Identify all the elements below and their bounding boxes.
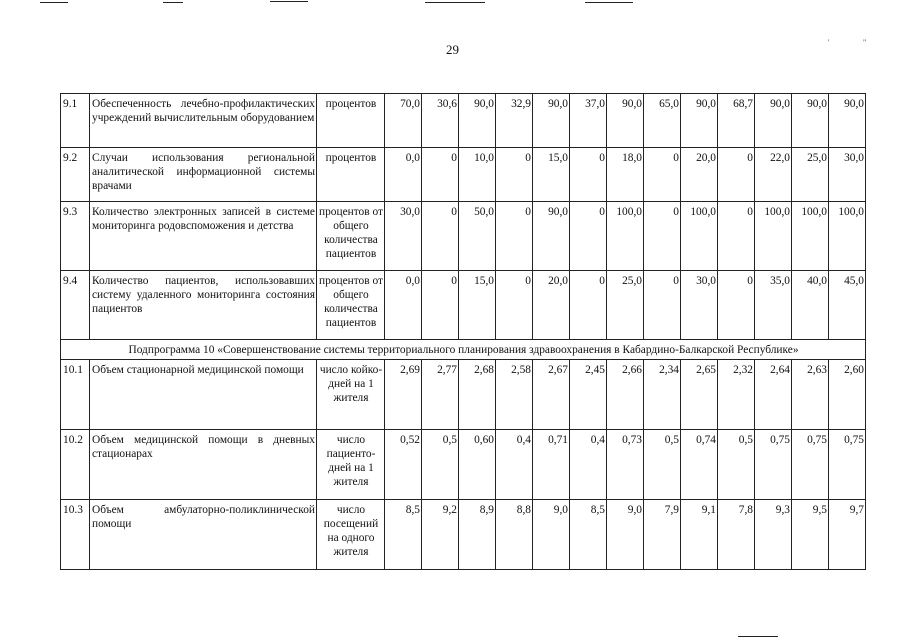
scan-artifact	[40, 2, 68, 3]
value-cell: 9,5	[792, 500, 829, 570]
value-cell: 0,75	[829, 430, 866, 500]
unit-of-measure: процентов от общего количества пациентов	[317, 271, 385, 340]
value-cell: 0	[718, 271, 755, 340]
value-cell: 0,0	[385, 271, 422, 340]
value-cell: 2,32	[718, 360, 755, 430]
value-cell: 0	[570, 148, 607, 202]
value-cell: 100,0	[792, 202, 829, 271]
value-cell: 50,0	[459, 202, 496, 271]
value-cell: 30,6	[422, 94, 459, 148]
row-number: 9.2	[61, 148, 90, 202]
value-cell: 9,0	[607, 500, 644, 570]
indicator-name: Количество пациентов, использовавших систему удаленного мониторинга состояния пациентов	[90, 271, 317, 340]
value-cell: 0,73	[607, 430, 644, 500]
row-number: 10.1	[61, 360, 90, 430]
value-cell: 0	[718, 202, 755, 271]
value-cell: 0	[422, 202, 459, 271]
table-row	[61, 94, 866, 148]
value-cell: 2,63	[792, 360, 829, 430]
value-cell: 18,0	[607, 148, 644, 202]
value-cell: 30,0	[681, 271, 718, 340]
value-cell: 90,0	[607, 94, 644, 148]
value-cell: 35,0	[755, 271, 792, 340]
indicator-name: Объем стационарной медицинской помощи	[90, 360, 317, 430]
subprogram-title: Подпрограмма 10 «Совершенствование системы территориального планирования здравоохранения в Кабардино-Балкарской Республике»	[61, 340, 866, 360]
value-cell: 9,3	[755, 500, 792, 570]
table-row	[61, 148, 866, 202]
value-cell: 9,0	[533, 500, 570, 570]
indicator-name: Обеспеченность лечебно-профилактических учреждений вычислительным оборудованием	[90, 94, 317, 148]
scan-artifact	[585, 2, 633, 3]
value-cell: 2,67	[533, 360, 570, 430]
row-number: 9.3	[61, 202, 90, 271]
value-cell: 0	[570, 202, 607, 271]
value-cell: 68,7	[718, 94, 755, 148]
value-cell: 90,0	[533, 94, 570, 148]
value-cell: 0,75	[792, 430, 829, 500]
value-cell: 90,0	[829, 94, 866, 148]
value-cell: 9,1	[681, 500, 718, 570]
indicator-name: Случаи использования региональной аналитической информационной системы врачами	[90, 148, 317, 202]
value-cell: 10,0	[459, 148, 496, 202]
value-cell: 0	[422, 271, 459, 340]
value-cell: 2,45	[570, 360, 607, 430]
row-number: 10.3	[61, 500, 90, 570]
value-cell: 8,9	[459, 500, 496, 570]
value-cell: 0	[718, 148, 755, 202]
scan-speck: "	[863, 38, 867, 47]
value-cell: 8,5	[385, 500, 422, 570]
value-cell: 65,0	[644, 94, 681, 148]
value-cell: 0	[496, 148, 533, 202]
value-cell: 90,0	[681, 94, 718, 148]
scan-artifact	[270, 1, 308, 2]
indicator-name: Объем амбулаторно-поликлинической помощи	[90, 500, 317, 570]
unit-of-measure: число посещений на одного жителя	[317, 500, 385, 570]
value-cell: 2,77	[422, 360, 459, 430]
indicator-name: Количество электронных записей в системе мониторинга родовспоможения и детства	[90, 202, 317, 271]
value-cell: 7,9	[644, 500, 681, 570]
value-cell: 0,0	[385, 148, 422, 202]
unit-of-measure: процентов от общего количества пациентов	[317, 202, 385, 271]
value-cell: 90,0	[533, 202, 570, 271]
value-cell: 8,5	[570, 500, 607, 570]
value-cell: 20,0	[681, 148, 718, 202]
value-cell: 2,69	[385, 360, 422, 430]
value-cell: 0,74	[681, 430, 718, 500]
value-cell: 2,66	[607, 360, 644, 430]
value-cell: 30,0	[829, 148, 866, 202]
value-cell: 2,58	[496, 360, 533, 430]
value-cell: 0,5	[644, 430, 681, 500]
value-cell: 90,0	[755, 94, 792, 148]
value-cell: 8,8	[496, 500, 533, 570]
table-row	[61, 271, 866, 340]
value-cell: 0	[422, 148, 459, 202]
value-cell: 40,0	[792, 271, 829, 340]
table-body	[61, 94, 866, 570]
value-cell: 30,0	[385, 202, 422, 271]
value-cell: 100,0	[829, 202, 866, 271]
row-number: 10.2	[61, 430, 90, 500]
row-number: 9.1	[61, 94, 90, 148]
unit-of-measure: число пациенто-дней на 1 жителя	[317, 430, 385, 500]
value-cell: 0	[644, 202, 681, 271]
unit-of-measure: число койко-дней на 1 жителя	[317, 360, 385, 430]
unit-of-measure: процентов	[317, 94, 385, 148]
indicator-name: Объем медицинской помощи в дневных стационарах	[90, 430, 317, 500]
value-cell: 100,0	[755, 202, 792, 271]
value-cell: 9,7	[829, 500, 866, 570]
value-cell: 7,8	[718, 500, 755, 570]
value-cell: 0,60	[459, 430, 496, 500]
value-cell: 45,0	[829, 271, 866, 340]
table-row	[61, 360, 866, 430]
value-cell: 37,0	[570, 94, 607, 148]
value-cell: 0,52	[385, 430, 422, 500]
scan-artifact	[425, 2, 485, 3]
indicators-table	[60, 93, 866, 570]
value-cell: 22,0	[755, 148, 792, 202]
value-cell: 0	[570, 271, 607, 340]
value-cell: 25,0	[607, 271, 644, 340]
scan-artifact	[738, 636, 778, 637]
value-cell: 70,0	[385, 94, 422, 148]
value-cell: 0	[644, 148, 681, 202]
value-cell: 0,4	[570, 430, 607, 500]
table-row	[61, 202, 866, 271]
value-cell: 100,0	[607, 202, 644, 271]
value-cell: 0	[644, 271, 681, 340]
value-cell: 32,9	[496, 94, 533, 148]
value-cell: 20,0	[533, 271, 570, 340]
value-cell: 0	[496, 271, 533, 340]
value-cell: 9,2	[422, 500, 459, 570]
scan-speck: '	[828, 38, 830, 47]
table-row	[61, 430, 866, 500]
subprogram-row	[61, 340, 866, 360]
value-cell: 2,65	[681, 360, 718, 430]
row-number: 9.4	[61, 271, 90, 340]
page-number: 29	[446, 42, 459, 57]
value-cell: 2,34	[644, 360, 681, 430]
value-cell: 15,0	[459, 271, 496, 340]
value-cell: 15,0	[533, 148, 570, 202]
value-cell: 2,64	[755, 360, 792, 430]
scan-artifact	[163, 2, 183, 3]
value-cell: 2,60	[829, 360, 866, 430]
unit-of-measure: процентов	[317, 148, 385, 202]
value-cell: 90,0	[792, 94, 829, 148]
value-cell: 25,0	[792, 148, 829, 202]
value-cell: 90,0	[459, 94, 496, 148]
value-cell: 2,68	[459, 360, 496, 430]
value-cell: 100,0	[681, 202, 718, 271]
table-row	[61, 500, 866, 570]
value-cell: 0,5	[718, 430, 755, 500]
value-cell: 0,71	[533, 430, 570, 500]
value-cell: 0,4	[496, 430, 533, 500]
value-cell: 0,5	[422, 430, 459, 500]
value-cell: 0	[496, 202, 533, 271]
value-cell: 0,75	[755, 430, 792, 500]
